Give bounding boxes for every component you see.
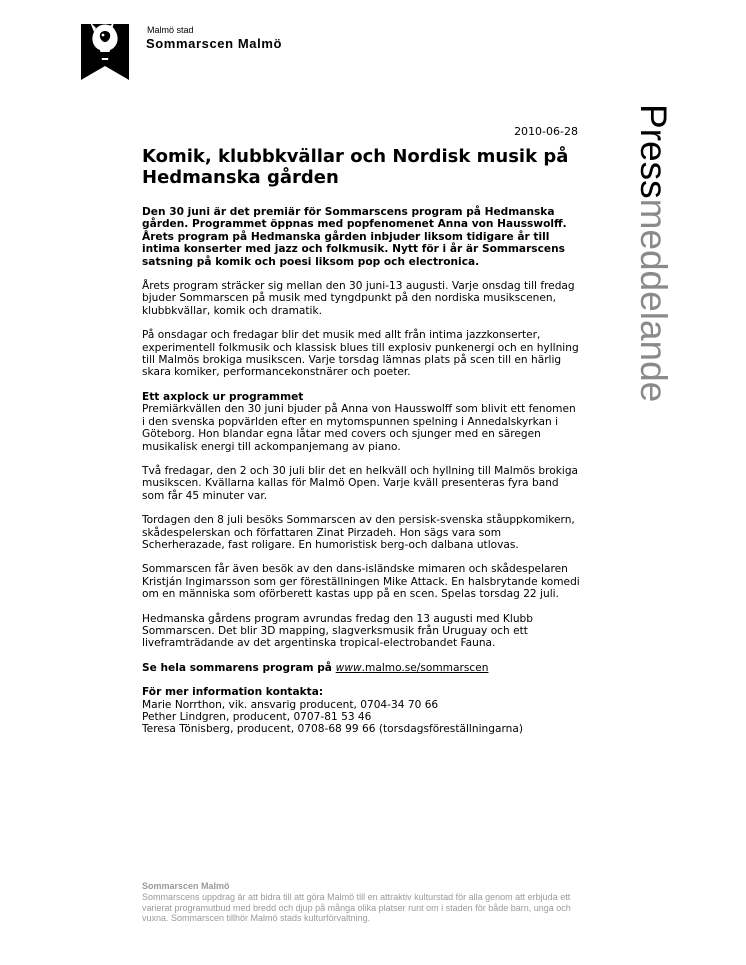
org-name: Malmö stad bbox=[147, 25, 194, 35]
body-paragraph: På onsdagar och fredagar blir det musik med allt från intima jazzkonserter, experimentell folkmusik och klassisk blues till explosiv punkenergi och en hyllning till Malmös brokiga musikscen. Varje torsdag lämnas plats på scen till en härlig skara komiker, performancekonstnärer och poeter. bbox=[142, 329, 579, 379]
contact-line: Pether Lindgren, producent, 0707-81 53 46 bbox=[142, 711, 372, 723]
program-link-rest[interactable]: .malmo.se/sommarscen bbox=[361, 661, 489, 674]
press-release-label bbox=[635, 104, 672, 402]
program-paragraph: Tordagen den 8 juli besöks Sommarscen av den persisk-svenska ståuppkomikern, skådespelerskan och författaren Zinat Pirzadeh. Hon sägs vara som Scherherazade, fast roligare. En humoristisk berg-och dalbana utlovas. bbox=[142, 514, 575, 551]
footer bbox=[142, 881, 582, 924]
press-label-light: meddelande bbox=[633, 198, 674, 403]
program-link-www[interactable]: www bbox=[335, 661, 362, 674]
footer-text: Sommarscens uppdrag är att bidra till att göra Malmö till en attraktiv kulturstad för alla genom att erbjuda ett varierat programutbud med bredd och djup på många olika platser runt om i staden för både barn, unga och vuxna. Sommarscen tillhör Malmö stads kulturförvaltning. bbox=[142, 891, 571, 924]
lead-paragraph: Den 30 juni är det premiär för Sommarscens program på Hedmanska gården. Programmet öppnas med popfenomenet Anna von Hausswolff. Årets program på Hedmanska gården inbjuder liksom tidigare år till intima konserter med jazz och folkmusik. Nytt för i år är Sommarscens satsning på komik och poesi liksom pop och electronica. bbox=[142, 206, 567, 268]
press-release-body bbox=[142, 146, 580, 736]
program-link-prefix: Se hela sommarens program på bbox=[142, 661, 336, 674]
footer-title: Sommarscen Malmö bbox=[142, 881, 230, 891]
contacts-heading: För mer information kontakta: bbox=[142, 686, 324, 699]
program-link[interactable] bbox=[336, 662, 489, 674]
program-paragraph: Sommarscen får även besök av den dans-isländske mimaren och skådespelaren Kristján Ingimarsson som ger föreställningen Mike Attack. En halsbrytande komedi om en människa som oförberett kastas upp på en scen. Spelas torsdag 22 juli. bbox=[142, 563, 580, 601]
program-paragraph: Premiärkvällen den 30 juni bjuder på Anna von Hausswolff som blivit ett fenomen i den svenska popvärlden efter en mytomspunnen spelning i Annedalskyrkan i Göteborg. Hon blandar egna låtar med covers och sjunger med en säregen musikalisk energi till ackompanjemang av piano. bbox=[142, 403, 576, 453]
program-paragraph: Hedmanska gårdens program avrundas fredag den 13 augusti med Klubb Sommarscen. Det blir 3D mapping, slagverksmusik från Uruguay och ett liveframträdande av det argentinska tropical-electrobandet Fauna. bbox=[142, 612, 533, 650]
body-paragraph: Årets program sträcker sig mellan den 30 juni-13 augusti. Varje onsdag till fredag bjuder Sommarscen på musik med tyngdpunkt på den nordiska musikscenen, klubbkvällar, komik och dramatik. bbox=[142, 280, 575, 317]
section-heading: Ett axplock ur programmet bbox=[142, 390, 304, 403]
malmo-coat-of-arms-icon bbox=[78, 14, 132, 80]
page-title: Komik, klubbkvällar och Nordisk musik på Hedmanska gården bbox=[142, 146, 569, 188]
contact-line: Teresa Tönisberg, producent, 0708-68 99 66 (torsdagsföreställningarna) bbox=[142, 723, 523, 736]
release-date: 2010-06-28 bbox=[514, 125, 578, 138]
contact-line: Marie Norrthon, vik. ansvarig producent, 0704-34 70 66 bbox=[142, 698, 439, 711]
program-paragraph: Två fredagar, den 2 och 30 juli blir det en helkväll och hyllning till Malmös brokiga musikscen. Kvällarna kallas för Malmö Open. Varje kväll presenteras fyra band som får 45 minuter var. bbox=[142, 464, 579, 502]
program-link-line bbox=[142, 662, 580, 674]
press-label-dark: Press bbox=[633, 104, 674, 199]
brand-name: Sommarscen Malmö bbox=[146, 36, 283, 51]
